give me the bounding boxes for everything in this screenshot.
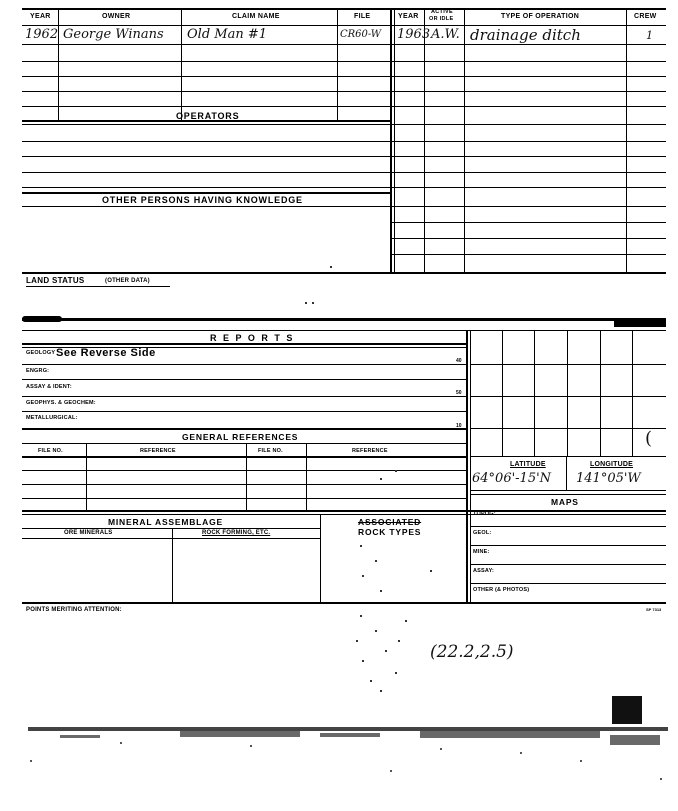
other-persons-title: OTHER PERSONS HAVING KNOWLEDGE [102,195,303,205]
ore-minerals-header: ORE MINERALS [64,530,113,536]
header-file: FILE [354,13,371,20]
rock-forming-header: ROCK FORMING, ETC. [202,530,271,536]
entry-status: A.W. [431,27,460,42]
header-active: ACTIVE [431,9,453,15]
report-num-assay: 50 [456,390,462,396]
maps-topog: TOPOG: [473,511,496,517]
report-label-metallurgical: METALLURGICAL: [26,415,78,421]
report-label-geology: GEOLOGY [26,350,56,356]
land-status-label: LAND STATUS [26,276,85,285]
entry-claim-name: Old Man #1 [187,27,267,42]
entry-year: 1962 [25,27,59,42]
report-label-geophys: GEOPHYS. & GEOCHEM: [26,400,96,406]
report-num-geology: 40 [456,358,462,364]
report-num-metallurgical: 10 [456,423,462,429]
header-year-operation: YEAR [398,13,419,20]
header-crew: CREW [634,13,657,20]
entry-operation-year: 1963 [397,27,431,42]
form-code: SP 7313 [646,607,662,612]
maps-geol: GEOL: [473,530,492,536]
header-year: YEAR [30,13,51,20]
entry-operation: drainage ditch [470,26,581,44]
maps-assay: ASSAY: [473,568,495,574]
general-references-title: GENERAL REFERENCES [182,432,299,442]
ref-header-file-no-1: FILE NO. [38,448,63,454]
associated-header: ASSOCIATED [358,517,422,527]
land-status-sub: (OTHER DATA) [105,278,150,284]
entry-file: CR60-W [340,29,382,40]
report-label-assay: ASSAY & IDENT: [26,384,72,390]
report-label-engrg: ENGRG: [26,368,50,374]
reports-title: R E P O R T S [210,333,295,343]
margin-paren-mark: ( [645,428,653,449]
mineral-assemblage-title: MINERAL ASSEMBLAGE [108,517,223,527]
ref-header-file-no-2: FILE NO. [258,448,283,454]
operators-title: OPERATORS [176,111,240,121]
coordinates-note: (22.2,2.5) [430,642,514,662]
latitude-label: LATITUDE [510,461,546,468]
entry-owner: George Winans [63,27,164,42]
longitude-label: LONGITUDE [590,461,634,468]
points-meriting-label: POINTS MERITING ATTENTION: [26,607,122,613]
header-claim-name: CLAIM NAME [232,13,280,20]
rock-types-header: ROCK TYPES [358,527,422,537]
maps-other: OTHER (& PHOTOS) [473,587,530,593]
maps-title: MAPS [551,497,579,507]
header-owner: OWNER [102,13,131,20]
report-value-geology: See Reverse Side [56,347,156,359]
header-type-of-operation: TYPE OF OPERATION [501,13,580,20]
latitude-value: 64°06'-15'N [472,471,552,486]
header-or-idle: OR IDLE [429,16,454,22]
entry-crew: 1 [646,29,653,42]
ref-header-reference-2: REFERENCE [352,448,388,454]
maps-mine: MINE: [473,549,490,555]
longitude-value: 141°05'W [576,471,641,486]
ref-header-reference-1: REFERENCE [140,448,176,454]
